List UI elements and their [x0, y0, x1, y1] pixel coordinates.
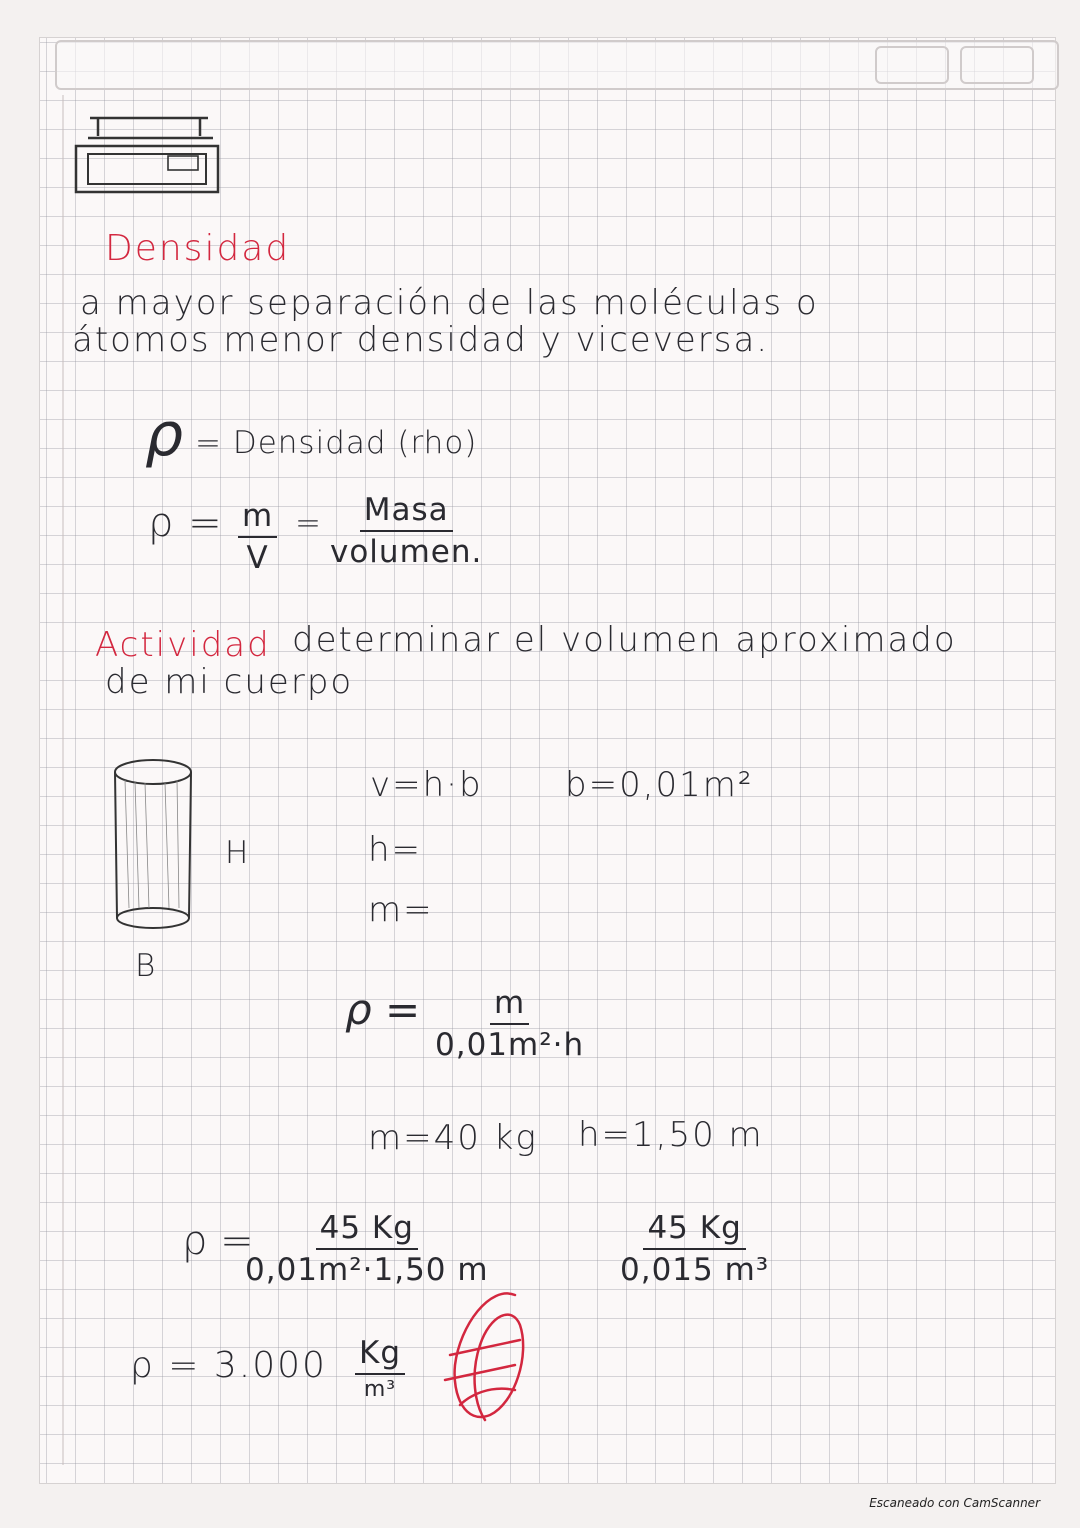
grade-mark	[420, 1285, 540, 1435]
h-blank: h=	[368, 830, 423, 870]
volume-formula: v=h·b	[370, 765, 483, 805]
cylinder-drawing	[105, 758, 205, 938]
scale-drawing	[68, 108, 228, 198]
rho-expr-den: 0,01m²·h	[435, 1027, 585, 1063]
calc1-num: 45 Kg	[316, 1210, 418, 1250]
calc1-lhs: ρ =	[182, 1218, 254, 1264]
rho-symbol: ρ	[145, 400, 184, 470]
rho-expr-fraction	[435, 985, 584, 1063]
definition-line-2: átomos menor densidad y viceversa.	[72, 320, 770, 360]
margin-line	[62, 95, 64, 1465]
label-B: B	[135, 948, 157, 984]
density-formula-words	[330, 492, 482, 570]
activity-line-1: determinar el volumen aproximado	[292, 620, 957, 660]
rho-meaning: = Densidad (rho)	[195, 425, 478, 461]
m-blank: m=	[368, 890, 434, 930]
rho-expr-num: m	[490, 985, 529, 1025]
calc2-den: 0,015 m³	[620, 1252, 770, 1288]
activity-line-2: de mi cuerpo	[105, 662, 354, 702]
scanner-watermark: Escaneado con CamScanner	[869, 1496, 1040, 1510]
definition-line-1: a mayor separación de las moléculas o	[80, 283, 819, 323]
calc1-den: 0,01m²·1,50 m	[245, 1252, 489, 1288]
calc2-num: 45 Kg	[643, 1210, 745, 1250]
calc1-fraction	[245, 1210, 489, 1288]
header-number-box	[960, 46, 1034, 84]
header-date-box	[875, 46, 949, 84]
activity-label: Actividad	[95, 625, 271, 665]
formula-equals: =	[295, 505, 322, 541]
result-unit-num: Kg	[355, 1335, 405, 1375]
mass-value: m=40 kg	[368, 1118, 538, 1158]
formula-v: V	[246, 540, 269, 576]
result-lhs: ρ = 3.000	[130, 1345, 327, 1386]
calc2-fraction	[620, 1210, 769, 1288]
label-H: H	[225, 835, 250, 871]
formula-m: m	[238, 498, 277, 538]
page-title: Densidad	[105, 228, 291, 269]
result-unit-den: m³	[363, 1377, 397, 1402]
density-formula-lhs: ρ =	[148, 500, 223, 546]
rho-expr-lhs: ρ =	[345, 985, 421, 1034]
height-value: h=1,50 m	[578, 1115, 764, 1155]
base-value: b=0,01m²	[565, 765, 754, 805]
result-units	[355, 1335, 405, 1402]
density-formula-mv	[238, 498, 277, 576]
formula-masa: Masa	[360, 492, 453, 532]
formula-volumen: volumen.	[330, 534, 483, 570]
